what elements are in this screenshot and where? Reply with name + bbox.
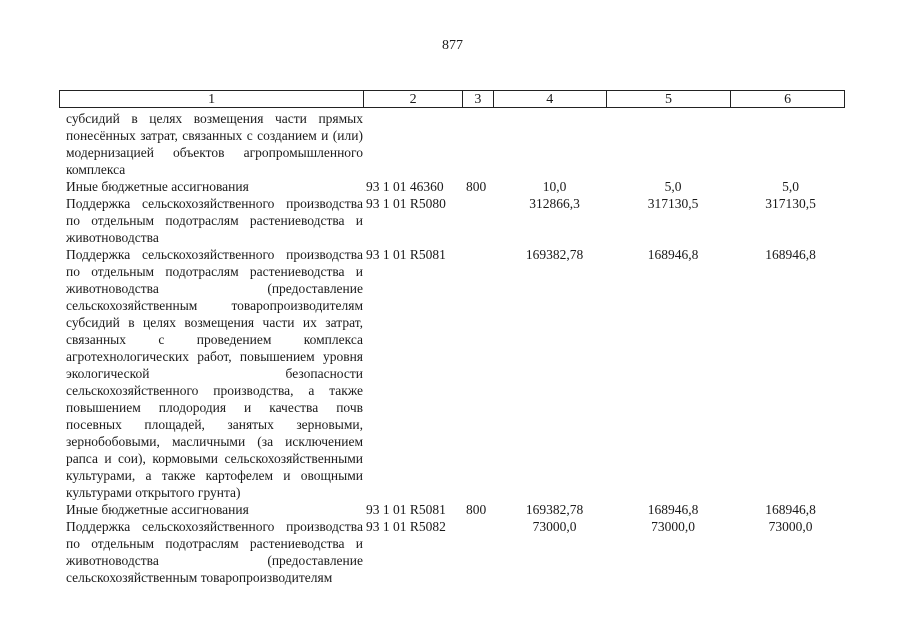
row-value-1: 73000,0 [532,519,577,534]
row-type [466,110,498,178]
header-col-4: 4 [494,91,607,107]
row-value-2: 168946,8 [647,247,699,262]
row-name: Иные бюджетные ассигнования [66,502,249,517]
row-type [466,246,498,501]
header-col-3: 3 [463,91,494,107]
page-number: 877 [442,38,463,53]
row-code: 93 1 01 R5082 [366,519,446,534]
row-value-3: 317130,5 [765,196,816,211]
row-code: 93 1 01 R5081 [366,247,446,262]
header-col-1: 1 [60,91,364,107]
row-value-3 [735,110,846,178]
table-body [66,110,846,586]
row-value-1: 10,0 [542,179,567,194]
row-code: 93 1 01 R5080 [366,196,446,211]
row-value-2: 5,0 [664,179,682,194]
header-col-6: 6 [784,92,792,107]
row-value-1: 169382,78 [525,247,584,262]
row-value-2: 317130,5 [647,196,699,211]
table-row [66,178,846,195]
row-code: 93 1 01 46360 [366,179,444,194]
row-type: 800 [466,502,487,517]
row-type [466,518,498,586]
table-row [66,195,846,246]
row-value-3: 168946,8 [765,247,816,262]
row-name: Поддержка сельскохозяйственного производства по отдельным подотраслям растениеводства и животноводства [66,196,363,245]
table-row [66,246,846,501]
row-name: Поддержка сельскохозяйственного производства по отдельным подотраслям растениеводства и животноводства (предоставление сельскохозяйственным товаропроизводителям субсидий в целях возмещения части их затрат, связанных с проведением комплекса агротехнологических работ, повышением уровня экологической безопасности сельскохозяйственного производства, а также повышением плодородия и качества почв посевных площадей, занятых зерновыми, зернобобовыми, масличными (за исключением рапса и сои), кормовыми сельскохозяйственными культурами, а также картофелем и овощными культурами открытого грунта) [66,247,363,500]
table-row [66,518,846,586]
table-header-row [59,90,845,108]
row-value-1: 169382,78 [525,502,584,517]
row-value-1 [498,110,611,178]
row-code: 93 1 01 R5081 [366,502,446,517]
row-value-2: 168946,8 [647,502,699,517]
row-value-3: 73000,0 [768,519,813,534]
row-name: Иные бюджетные ассигнования [66,179,249,194]
row-code [363,110,466,178]
row-value-1: 312866,3 [529,196,580,211]
header-col-5: 5 [607,91,732,107]
row-name: Поддержка сельскохозяйственного производства по отдельным подотраслям растениеводства и животноводства (предоставление сельскохозяйственным товаропроизводителям [66,519,363,585]
row-value-3: 168946,8 [765,502,816,517]
row-type: 800 [466,179,487,194]
table-row [66,501,846,518]
header-col-2: 2 [364,91,463,107]
table-row [66,110,846,178]
row-value-2 [611,110,735,178]
row-name: субсидий в целях возмещения части прямых понесённых затрат, связанных с созданием и (или) модернизацией объектов агропромышленного комплекса [66,111,363,177]
row-value-2: 73000,0 [651,519,695,534]
row-value-3: 5,0 [782,179,799,194]
row-type [466,195,498,246]
